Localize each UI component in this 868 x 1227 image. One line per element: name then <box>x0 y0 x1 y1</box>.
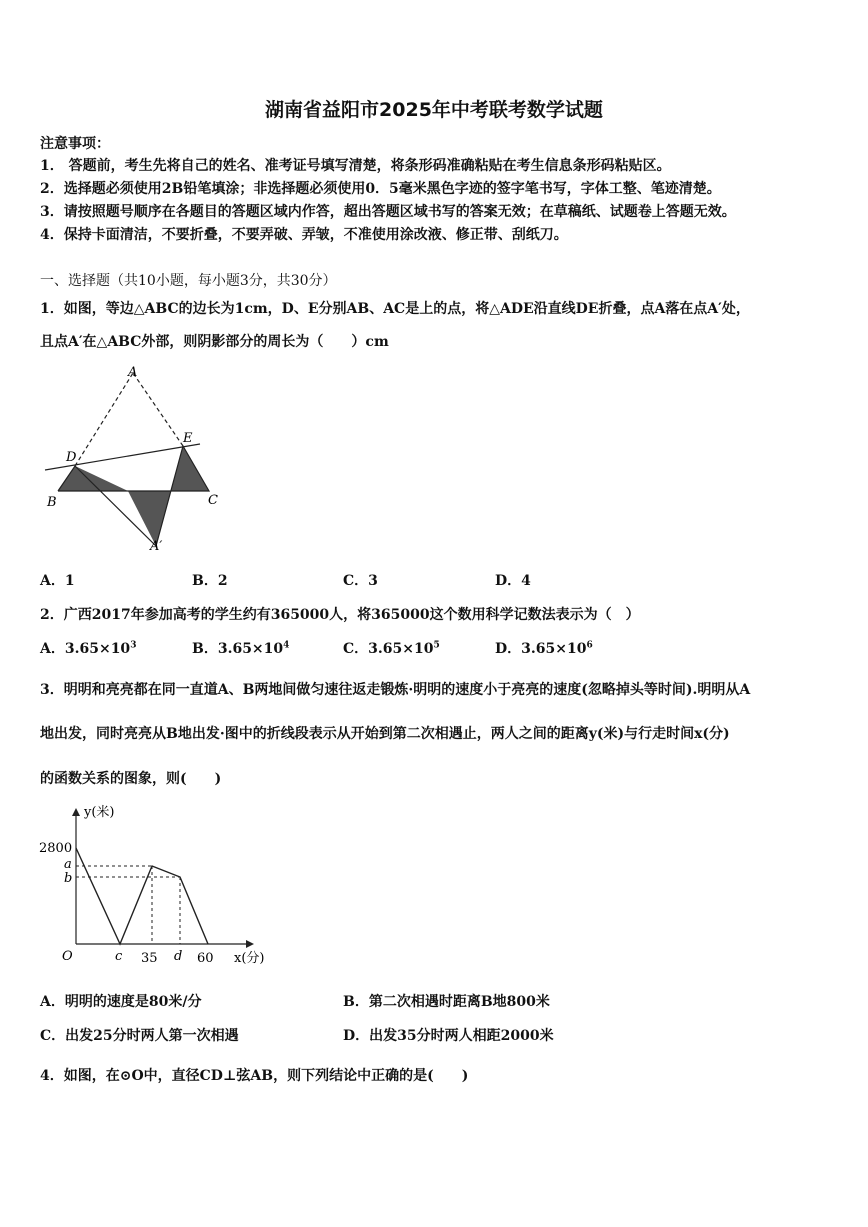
q1-label-c: C <box>208 493 218 508</box>
notice-heading: 注意事项： <box>40 136 110 152</box>
q1-option-b[interactable]: B．2 <box>192 573 228 589</box>
notice-item: 2．选择题必须使用2B铅笔填涂；非选择题必须使用0．5毫米黑色字迹的签字笔书写，字体工整、笔迹清楚。 <box>40 181 721 197</box>
q1-fold-dashed-line <box>75 373 133 466</box>
q3-option-d[interactable]: D．出发35分时两人相距2000米 <box>343 1028 554 1044</box>
q4-text: 4．如图，在⊙O中，直径CD⊥弦AB，则下列结论中正确的是( ) <box>40 1068 469 1084</box>
q2-option-c[interactable]: C．$3.65\times 10^5$ <box>343 640 440 657</box>
q3-option-b[interactable]: B．第二次相遇时距离B地800米 <box>343 994 550 1010</box>
section-heading: 一、选择题（共10小题，每小题3分，共30分） <box>40 273 337 289</box>
origin-label: O <box>62 949 73 964</box>
q1-text-line2: 且点A′在△ABC外部，则阴影部分的周长为（ ）cm <box>40 334 389 350</box>
x-axis-label: x(分) <box>234 951 265 966</box>
q3-text-line1: 3．明明和亮亮都在同一直道A、B两地间做匀速往返走锻炼·明明的速度小于亮亮的速度(忽略掉头等时间).明明从A <box>40 682 751 698</box>
q1-shaded-region <box>128 491 171 546</box>
x-tick-c: c <box>115 949 123 964</box>
q3-text-line2: 地出发，同时亮亮从B地出发·图中的折线段表示从开始到第二次相遇止，两人之间的距离y(米)与行走时间x(分) <box>40 726 730 742</box>
q1-label-e: E <box>183 431 193 446</box>
notice-item: 3．请按照题号顺序在各题目的答题区域内作答，超出答题区域书写的答案无效；在草稿纸、试题卷上答题无效。 <box>40 204 736 220</box>
q1-option-d[interactable]: D．4 <box>495 573 531 589</box>
q1-option-c[interactable]: C．3 <box>343 573 378 589</box>
q1-triangle-figure <box>40 360 220 560</box>
q2-option-a[interactable]: A．$3.65\times 10^3$ <box>40 640 137 657</box>
q1-shaded-region <box>58 466 128 491</box>
y-tick-2800: 2800 <box>39 841 73 856</box>
y-tick-b: b <box>64 871 73 886</box>
q2-option-b[interactable]: B．$3.65\times 10^4$ <box>192 640 290 657</box>
q3-distance-graph <box>38 800 278 975</box>
q2-option-d[interactable]: D．$3.65\times 10^6$ <box>495 640 593 657</box>
q2-text: 2．广西2017年参加高考的学生约有365000人，将365000这个数用科学记数法表示为（ ） <box>40 607 640 623</box>
q3-distance-polyline <box>76 848 208 944</box>
x-tick-d: d <box>174 949 183 964</box>
q1-label-a-prime: A′ <box>150 539 163 554</box>
q1-label-d: D <box>66 450 77 465</box>
y-tick-a: a <box>64 857 72 872</box>
x-tick-35: 35 <box>141 951 158 966</box>
q1-text-line1: 1．如图，等边△ABC的边长为1cm，D、E分别AB、AC是上的点，将△ADE沿直线DE折叠，点A落在点A′处， <box>40 301 750 317</box>
q1-fold-dashed-line <box>133 373 183 446</box>
q3-option-a[interactable]: A．明明的速度是80米/分 <box>40 994 202 1010</box>
notice-item: 1． 答题前，考生先将自己的姓名、准考证号填写清楚，将条形码准确粘贴在考生信息条形码粘贴区。 <box>40 158 671 174</box>
q1-option-a[interactable]: A．1 <box>40 573 75 589</box>
q1-label-b: B <box>47 495 57 510</box>
page-title: 湖南省益阳市2025年中考联考数学试题 <box>265 99 603 121</box>
q3-text-line3: 的函数关系的图象，则( ) <box>40 771 222 787</box>
q3-option-c[interactable]: C．出发25分时两人第一次相遇 <box>40 1028 239 1044</box>
q1-label-a: A <box>128 365 138 380</box>
y-axis-label: y(米) <box>84 805 115 820</box>
notice-item: 4．保持卡面清洁，不要折叠，不要弄破、弄皱，不准使用涂改液、修正带、刮纸刀。 <box>40 227 568 243</box>
x-tick-60: 60 <box>197 951 214 966</box>
